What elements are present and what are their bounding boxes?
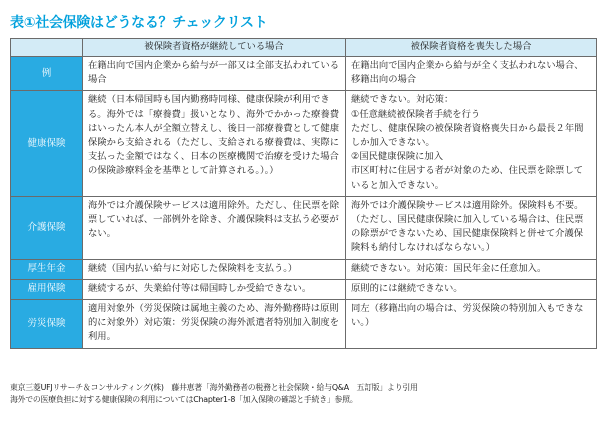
cell-lost-example: 在籍出向で国内企業から給与が全く支払われない場合、移籍出向の場合 bbox=[346, 57, 597, 91]
cell-continued-care-insurance: 海外では介護保険サービスは適用除外。ただし、住民票を除票していれば、一部例外を除き、介護保険料は支払う必要がない。 bbox=[83, 196, 346, 259]
footnote-source: 東京三菱UFJリサーチ＆コンサルティング(株) 藤井恵著「海外勤務者の税務と社会保険・給与Q&A 五訂版」より引用 bbox=[10, 383, 418, 392]
table-row-pension bbox=[11, 259, 597, 279]
cell-continued-employment-insurance: 継続するが、失業給付等は帰国時しか受給できない。 bbox=[83, 279, 346, 299]
cell-continued-health-insurance: 継続（日本帰国時も国内勤務時同様、健康保険が利用できる。海外では「療養費」扱いとなり、海外でかかった療養費はいったん本人が全額立替えし、後日一部療養費として健康保険から支給される（ただし、支給される療養費は、実際に支払った金額ではなく、日本の医療機関で治療を受けた場合の保険診療料金を基準として計算される。）。） bbox=[83, 91, 346, 196]
cell-continued-example: 在籍出向で国内企業から給与が一部又は全部支払われている場合 bbox=[83, 57, 346, 91]
footnote-reference: 海外での医療負担に対する健康保険の利用についてはChapter1-8「加入保険の確認と手続き」参照。 bbox=[10, 394, 358, 404]
row-label-pension: 厚生年金 bbox=[11, 259, 83, 279]
cell-continued-workers-comp: 適用対象外（労災保険は属地主義のため、海外勤務時は原則的に対象外）対応策：労災保険の海外派遣者特別加入制度を利用。 bbox=[83, 300, 346, 349]
cell-lost-pension: 継続できない。対応策：国民年金に任意加入。 bbox=[346, 259, 597, 279]
footnote bbox=[10, 382, 600, 405]
table-row-care-insurance bbox=[11, 196, 597, 259]
row-label-employment-insurance: 雇用保険 bbox=[11, 279, 83, 299]
header-lost: 被保険者資格を喪失した場合 bbox=[346, 39, 597, 57]
table-row-example bbox=[11, 57, 597, 91]
header-continued: 被保険者資格が継続している場合 bbox=[83, 39, 346, 57]
cell-lost-workers-comp: 同左（移籍出向の場合は、労災保険の特別加入もできない。） bbox=[346, 300, 597, 349]
table-row-employment-insurance bbox=[11, 279, 597, 299]
row-label-workers-comp: 労災保険 bbox=[11, 300, 83, 349]
table-row-health-insurance bbox=[11, 91, 597, 196]
cell-lost-employment-insurance: 原則的には継続できない。 bbox=[346, 279, 597, 299]
page-title: 表①社会保険はどうなる？チェックリスト bbox=[10, 15, 268, 31]
social-insurance-table bbox=[10, 38, 597, 349]
cell-lost-health-insurance: 継続できない。対応策： ①任意継続被保険者手続を行う ただし、健康保険の被保険者資格喪失日から最長２年間しか加入できない。 ②国民健康保険に加入 市区町村に住居する者が対象のため、住民票を除票していると加入できない。 bbox=[346, 91, 597, 196]
row-label-care-insurance: 介護保険 bbox=[11, 196, 83, 259]
row-label-health-insurance: 健康保険 bbox=[11, 91, 83, 196]
table-header-row bbox=[11, 39, 597, 57]
table-row-workers-comp bbox=[11, 300, 597, 349]
cell-lost-care-insurance: 海外では介護保険サービスは適用除外。保険料も不要。（ただし、国民健康保険に加入している場合は、住民票の除票ができないため、国民健康保険料と併せて介護保険料も納付しなければならない。） bbox=[346, 196, 597, 259]
row-label-example: 例 bbox=[11, 57, 83, 91]
cell-continued-pension: 継続（国内払い給与に対応した保険料を支払う。） bbox=[83, 259, 346, 279]
header-corner bbox=[11, 39, 83, 57]
